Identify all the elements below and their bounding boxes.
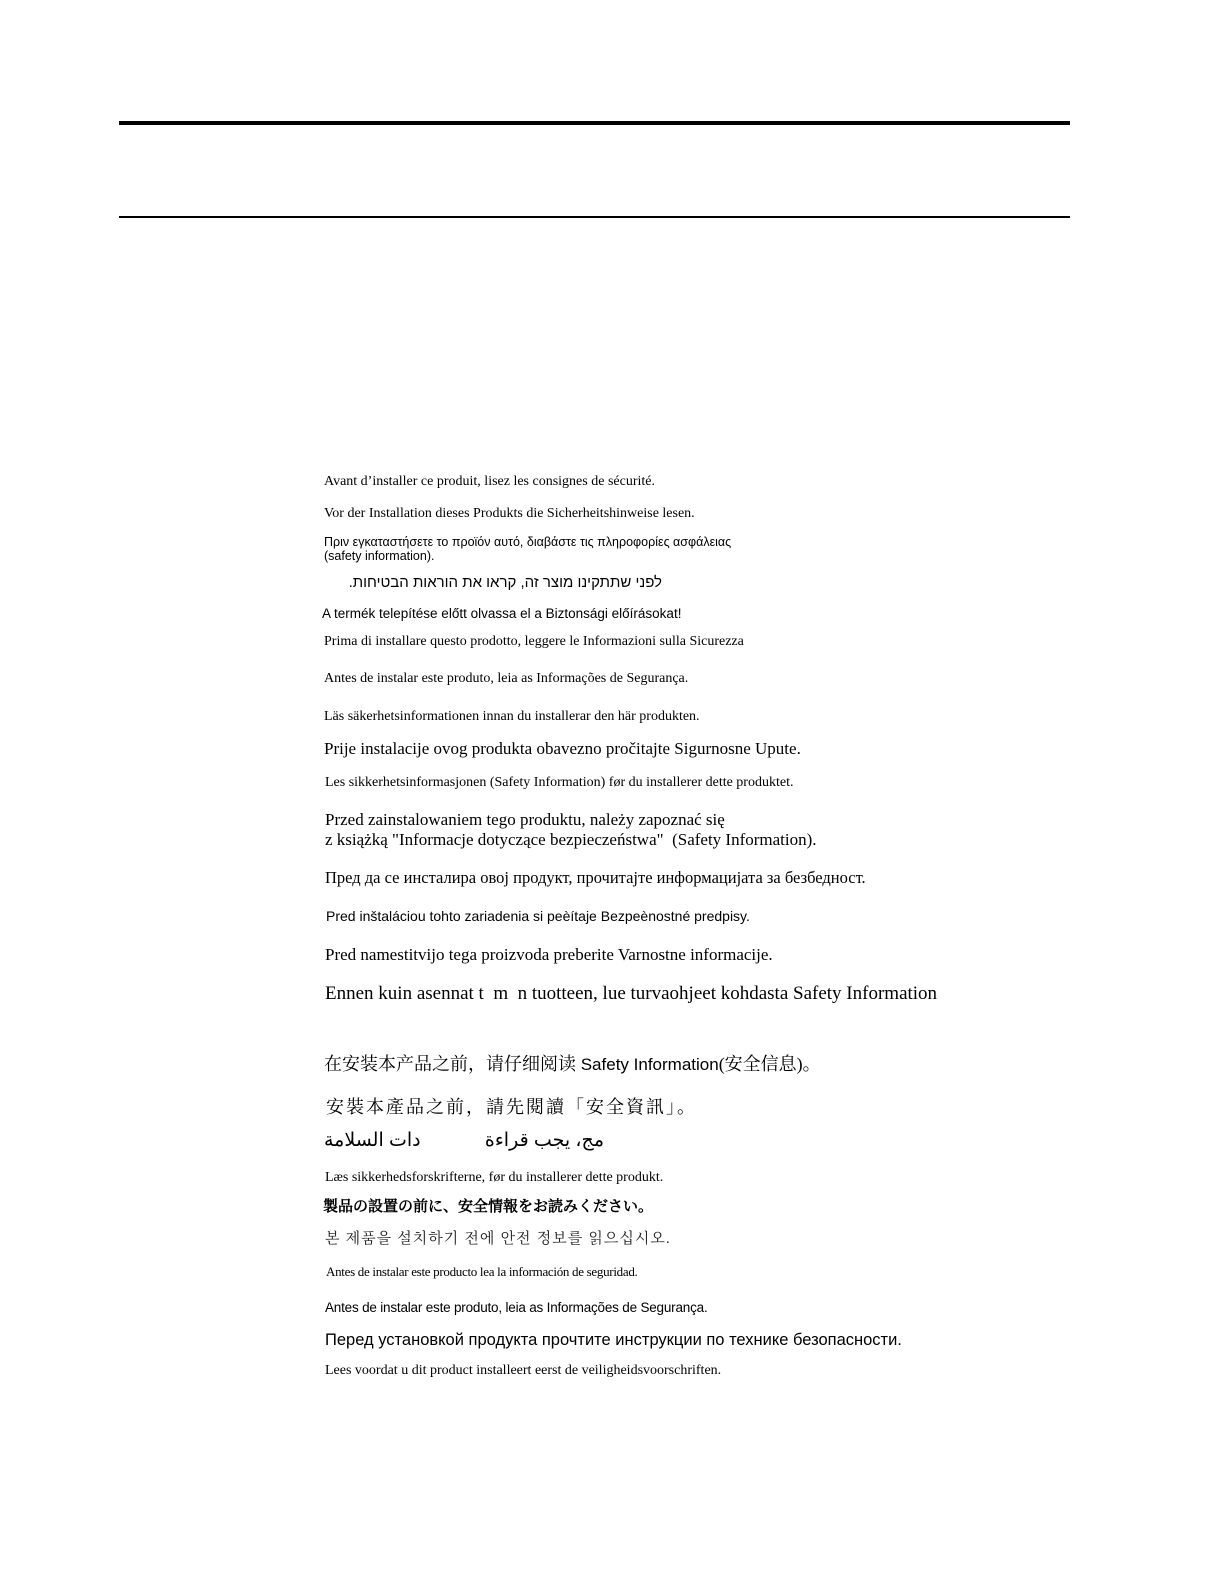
notice-german: Vor der Installation dieses Produkts die Sicherheitshinweise lesen. (324, 506, 695, 521)
notice-spanish: Antes de instalar este producto lea la información de seguridad. (326, 1264, 638, 1279)
notice-macedonian: Пред да се инсталира овој продукт, прочитајте информацијата за безбедност. (325, 868, 866, 887)
notice-slovak: Pred inštaláciou tohto zariadenia si peèítaje Bezpeènostné predpisy. (326, 908, 750, 924)
notice-dutch: Lees voordat u dit product installeert eerst de veiligheidsvoorschriften. (325, 1363, 722, 1378)
notice-arabic-left: دات السلامة (324, 1130, 421, 1151)
notice-french: Avant d’installer ce produit, lisez les consignes de sécurité. (324, 474, 655, 489)
notice-portuguese-br: Antes de instalar este produto, leia as Informações de Segurança. (324, 671, 689, 686)
notice-greek-line1: Πριν εγκαταστήσετε το προϊόν αυτό, διαβάστε τις πληροφορίες ασφάλειας (324, 535, 732, 549)
notice-croatian: Prije instalacije ovog produkta obavezno pročitajte Sigurnosne Upute. (324, 739, 801, 758)
notice-arabic (324, 1130, 614, 1160)
notice-swedish: Läs säkerhetsinformationen innan du installerar den här produkten. (324, 709, 700, 724)
notice-chinese-simplified-en: Safety Information (576, 1055, 719, 1074)
notice-portuguese: Antes de instalar este produto, leia as Informações de Segurança. (325, 1300, 708, 1315)
notice-chinese-simplified-pre: 在安装本产品之前，请仔细阅读 (324, 1054, 576, 1074)
notice-russian: Перед установкой продукта прочтите инструкции по технике безопасности. (325, 1331, 902, 1349)
notice-slovenian: Pred namestitvijo tega proizvoda preberite Varnostne informacije. (325, 945, 773, 964)
notice-danish: Læs sikkerhedsforskrifterne, før du installerer dette produkt. (325, 1170, 664, 1185)
notice-polish-line2: z książką "Informacje dotyczące bezpieczeństwa" (Safety Information). (325, 830, 817, 849)
notice-hebrew: לפני שתתקינו מוצר זה, קראו את הוראות הבטיחות. (348, 574, 662, 591)
notice-korean: 본 제품을 설치하기 전에 안전 정보를 읽으십시오. (325, 1230, 671, 1247)
top-thin-rule (119, 216, 1070, 218)
notice-chinese-simplified (324, 1054, 821, 1075)
notice-arabic-right: مج، يجب قراءة (484, 1130, 604, 1151)
notice-italian: Prima di installare questo prodotto, leggere le Informazioni sulla Sicurezza (324, 634, 744, 649)
notice-chinese-simplified-post: (安全信息)。 (718, 1054, 821, 1074)
top-thick-rule (119, 121, 1070, 125)
notice-greek-line2: (safety information). (324, 549, 435, 563)
notice-polish-line1: Przed zainstalowaniem tego produktu, należy zapoznać się (325, 810, 725, 829)
notice-japanese: 製品の設置の前に、安全情報をお読みください。 (323, 1198, 654, 1215)
notice-finnish: Ennen kuin asennat t m n tuotteen, lue turvaohjeet kohdasta Safety Information (325, 983, 938, 1004)
notice-chinese-traditional: 安裝本產品之前，請先閱讀「安全資訊」。 (326, 1097, 697, 1117)
notice-norwegian: Les sikkerhetsinformasjonen (Safety Information) før du installerer dette produktet. (325, 775, 794, 790)
notice-hungarian: A termék telepítése előtt olvassa el a Biztonsági előírásokat! (322, 606, 682, 621)
